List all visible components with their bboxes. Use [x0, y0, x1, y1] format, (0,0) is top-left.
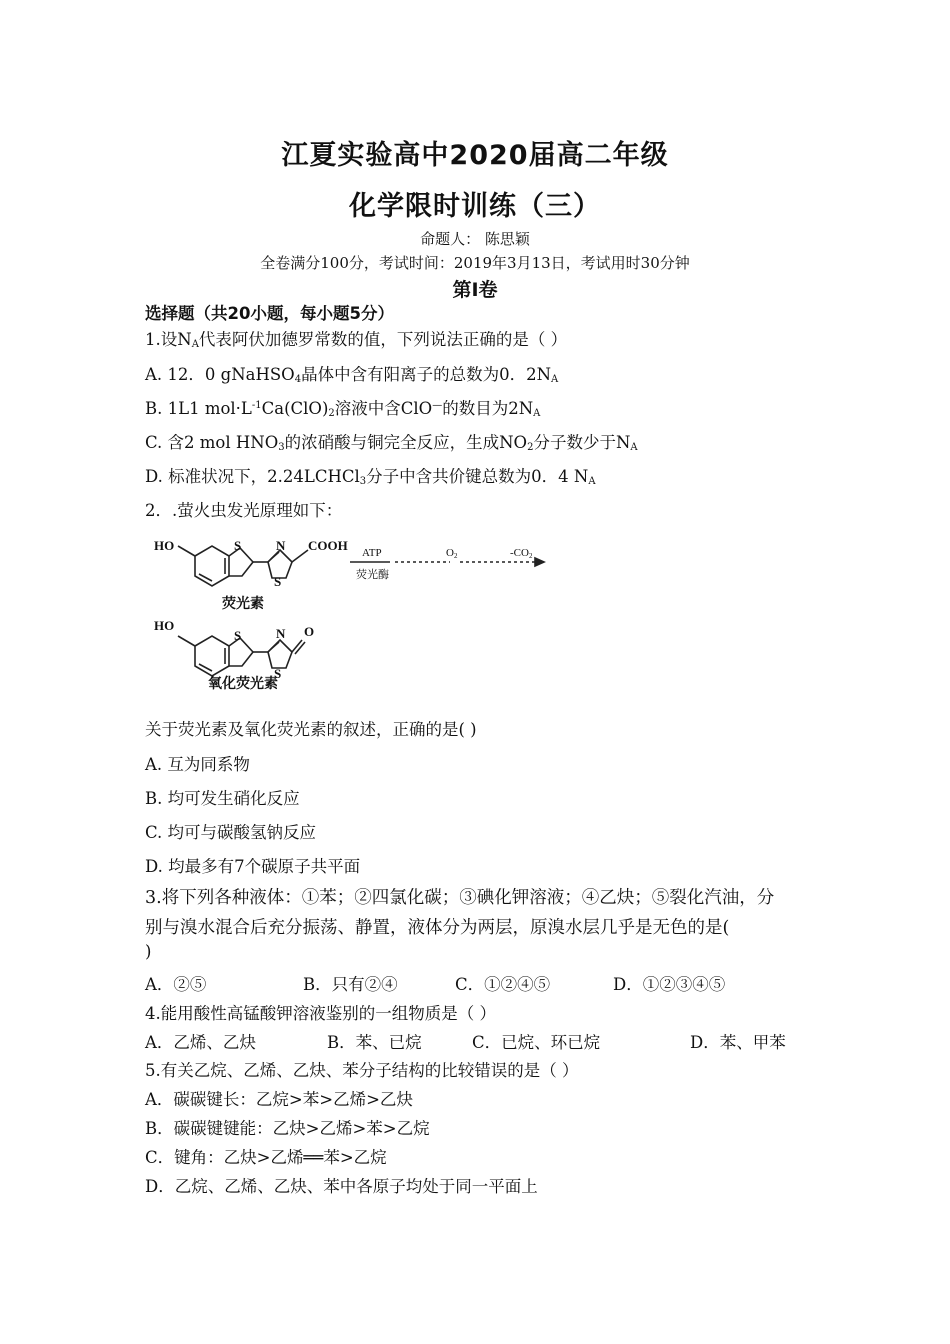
q1-stem: 1.设$N_A$代表阿伏加德罗常数的值，下列说法正确的是（ ）: [145, 330, 568, 350]
o2-label: O2: [446, 547, 458, 560]
q3-option-c: C．①②④⑤: [455, 975, 551, 994]
q1-option-c: C. 含2 mol $HNO_3$的浓硝酸与铜完全反应，生成$NO_2$分子数少于$N_A$: [145, 433, 638, 453]
q2-option-b: B. 均可发生硝化反应: [145, 789, 300, 808]
volume-label: 第Ⅰ卷: [452, 279, 498, 301]
n-label-1: N: [276, 538, 286, 553]
luciferin-reaction-diagram: [150, 528, 560, 698]
q3-option-b: B．只有②④: [303, 975, 398, 994]
q2-question: 关于荧光素及氧化荧光素的叙述，正确的是( ): [145, 720, 477, 739]
q3-option-d: D．①②③④⑤: [613, 975, 726, 994]
atp-label: ATP: [362, 547, 382, 559]
exam-author: 命题人： 陈思颖: [420, 230, 530, 248]
q4-options: [145, 1029, 786, 1053]
section-heading: 选择题（共20小题，每小题5分）: [145, 304, 394, 323]
q5-option-c: C．键角：乙炔>乙烯══苯>乙烷: [145, 1148, 387, 1167]
q4-option-a: A．乙烯、乙炔: [145, 1033, 256, 1052]
q5-option-b: B．碳碳键键能：乙炔>乙烯>苯>乙烷: [145, 1119, 430, 1138]
q2-option-a: A. 互为同系物: [145, 755, 250, 774]
ho-label-1: HO: [154, 538, 175, 553]
s-label-4: S: [274, 666, 282, 681]
q3-stem-line1: 3.将下列各种液体：①苯；②四氯化碳；③碘化钾溶液；④乙炔；⑤裂化汽油，分: [145, 888, 775, 908]
q4-option-d: D．苯、甲苯: [690, 1033, 786, 1052]
q3-stem-line2: 别与溴水混合后充分振荡、静置，液体分为两层，原溴水层几乎是无色的是(: [145, 918, 730, 938]
q5-option-a: A．碳碳键长：乙烷>苯>乙烯>乙炔: [145, 1090, 413, 1109]
luciferin-label: 荧光素: [222, 597, 264, 612]
q4-option-b: B．苯、已烷: [327, 1033, 422, 1052]
q5-stem: 5.有关乙烷、乙烯、乙炔、苯分子结构的比较错误的是（ ）: [145, 1061, 579, 1080]
exam-subtitle: 化学限时训练（三）: [349, 191, 601, 222]
q3-option-a: A．②⑤: [145, 975, 207, 994]
q1-option-b: B. 1L1 $mol\cdot L^{-1}Ca(ClO)_2$溶液中含ClO—的数目为$2N_A$: [145, 399, 541, 419]
enzyme-label: 荧光酶: [356, 569, 389, 581]
q5-option-d: D．乙烷、乙烯、乙炔、苯中各原子均处于同一平面上: [145, 1177, 538, 1196]
q3-stem-line3: ): [145, 942, 152, 961]
s-label-1: S: [234, 538, 242, 553]
q1-option-d: D. 标准状况下，2.24LCHCl$_3$分子中含共价键总数为0．4 $N_A$: [145, 467, 596, 487]
o-label: O: [304, 624, 315, 639]
exam-title: 江夏实验高中2020届高二年级: [281, 140, 669, 171]
q2-option-c: C. 均可与碳酸氢钠反应: [145, 823, 317, 842]
q3-options: [145, 971, 725, 995]
q2-stem: 2．.萤火虫发光原理如下：: [145, 501, 343, 520]
s-label-3: S: [234, 628, 242, 643]
n-label-2: N: [276, 626, 286, 641]
cooh-label: COOH: [308, 538, 348, 553]
q1-option-a: A. 12．0 gNaHSO$_4$晶体中含有阳离子的总数为0．$2N_A$: [145, 365, 559, 385]
q4-stem: 4.能用酸性高锰酸钾溶液鉴别的一组物质是（ ）: [145, 1004, 496, 1023]
exam-info: 全卷满分100分，考试时间：2019年3月13日，考试用时30分钟: [260, 254, 690, 272]
co2-label: -CO2: [510, 547, 533, 560]
q4-option-c: C．已烷、环已烷: [472, 1033, 601, 1052]
ho-label-2: HO: [154, 618, 175, 633]
q2-option-d: D. 均最多有7个碳原子共平面: [145, 857, 361, 876]
oxyluciferin-label: 氧化荧光素: [208, 677, 278, 692]
s-label-2: S: [274, 574, 282, 589]
